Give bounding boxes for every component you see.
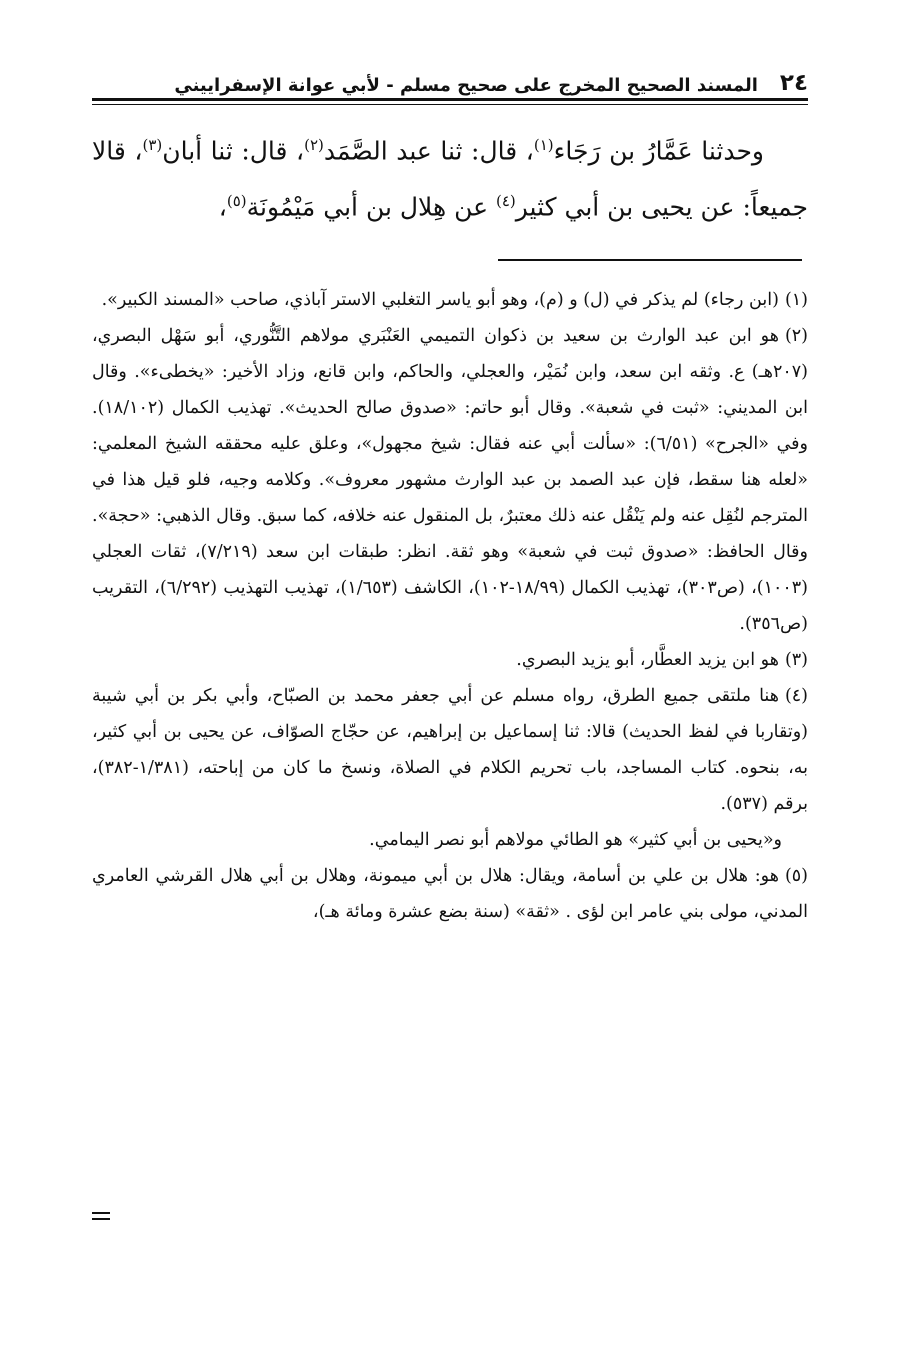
footnote-text: هنا ملتقى جميع الطرق، رواه مسلم عن أبي جعفر محمد بن الصبّاح، وأبي بكر بن أبي شيبة (وتقاربا في لفظ الحديث) قالا: ثنا إسماعيل بن إبراهيم، عن حجّاج الصوّاف، عن يحيى بن أبي كثير، به، بنحوه. كتاب المساجد، باب تحريم الكلام في الصلاة، ونسخ ما كان من إباحته، (١/٣٨١-٣٨٢)، برقم (٥٣٧). bbox=[92, 686, 808, 814]
footnote-text: هو: هلال بن علي بن أسامة، ويقال: هلال بن أبي ميمونة، وهلال بن أبي هلال القرشي العامري المدني، مولى بني عامر ابن لؤى . «ثقة» (سنة بضع عشرة ومائة هـ)، bbox=[92, 866, 808, 922]
main-text-segment: وحدثنا عَمَّارُ بن رَجَاء bbox=[553, 136, 764, 166]
footnote bbox=[92, 642, 808, 678]
footnote-ref[interactable]: (٤) bbox=[495, 192, 516, 211]
footnote-number: (١) bbox=[784, 290, 808, 310]
footnote bbox=[92, 318, 808, 642]
header-rule-thick bbox=[92, 98, 808, 101]
main-text-segment: ، قال: ثنا عبد الصَّمَد bbox=[323, 136, 534, 166]
footnote bbox=[92, 282, 808, 318]
footnote bbox=[92, 858, 808, 930]
footnote bbox=[92, 678, 808, 822]
main-text bbox=[92, 120, 808, 233]
running-header bbox=[92, 66, 808, 96]
footnotes bbox=[92, 282, 808, 930]
main-text-segment: ، قالا جميعاً: عن يحيى بن أبي كثير bbox=[92, 136, 808, 222]
page-number: ٢٤ bbox=[779, 70, 808, 96]
footnote-number: (٥) bbox=[784, 866, 808, 886]
footnote-number: (٣) bbox=[784, 650, 808, 670]
main-text-segment: ، bbox=[218, 192, 227, 222]
footnote-number: (٤) bbox=[784, 686, 808, 706]
footnote-ref[interactable]: (٢) bbox=[304, 136, 324, 154]
footnote-separator bbox=[498, 259, 802, 261]
main-text-segment: عن هِلال بن أبي مَيْمُونَة bbox=[246, 192, 496, 222]
footnote-text: هو ابن عبد الوارث بن سعيد بن ذكوان التميمي العَنْبَري مولاهم التَّنُّوري، أبو سَهْل البصري، (٢٠٧هـ) ع. وثقه ابن سعد، وابن نُمَيْر، والعجلي، والحاكم، وابن قانع، وزاد الأخير: «يخطىء». وقال ابن المديني: «ثبت في شعبة». وقال أبو حاتم: «صدوق صالح الحديث». تهذيب الكمال (١٨/١٠٢). وفي «الجرح» (٦/٥١): «سألت أبي عنه فقال: شيخ مجهول»، وعلق عليه محققه الشيخ المعلمي: «لعله هنا سقط، فإن عبد الصمد بن عبد الوارث مشهور معروف». وكلامه وجيه، فلو قيل هذا في المترجم لنُقِل عنه ولم يَنْقُل عنه ذلك معتبرٌ، بل المنقول عنه خلافه، كما سبق. وقال الذهبي: «حجة». وقال الحافظ: «صدوق ثبت في شعبة» وهو ثقة. انظر: طبقات ابن سعد (٧/٢١٩)، ثقات العجلي (١٠٠٣)، (ص٣٠٣)، تهذيب الكمال (١٨/٩٩-١٠٢)، الكاشف (١/٦٥٣)، تهذيب التهذيب (٦/٢٩٢)، التقريب (ص٣٥٦). bbox=[92, 326, 808, 634]
footnote-ref[interactable]: (٥) bbox=[226, 192, 247, 211]
footnote-continuation: و«يحيى بن أبي كثير» هو الطائي مولاهم أبو نصر اليمامي. bbox=[369, 830, 782, 850]
footnote-text: (ابن رجاء) لم يذكر في (ل) و (م)، وهو أبو ياسر التغلبي الاستر آباذي، صاحب «المسند الكبير». bbox=[101, 290, 779, 310]
footnote-number: (٢) bbox=[784, 326, 808, 346]
header-rule-thin bbox=[92, 104, 808, 105]
footnote-ref[interactable]: (١) bbox=[533, 136, 554, 154]
footnote-text: هو ابن يزيد العطَّار، أبو يزيد البصري. bbox=[516, 650, 779, 670]
footnote-ref[interactable]: (٣) bbox=[142, 136, 163, 154]
running-title: المسند الصحيح المخرج على صحيح مسلم - لأبي عوانة الإسفراييني bbox=[174, 75, 758, 96]
continuation-mark bbox=[92, 1212, 110, 1220]
main-text-segment: ، قال: ثنا أبان bbox=[162, 136, 305, 166]
